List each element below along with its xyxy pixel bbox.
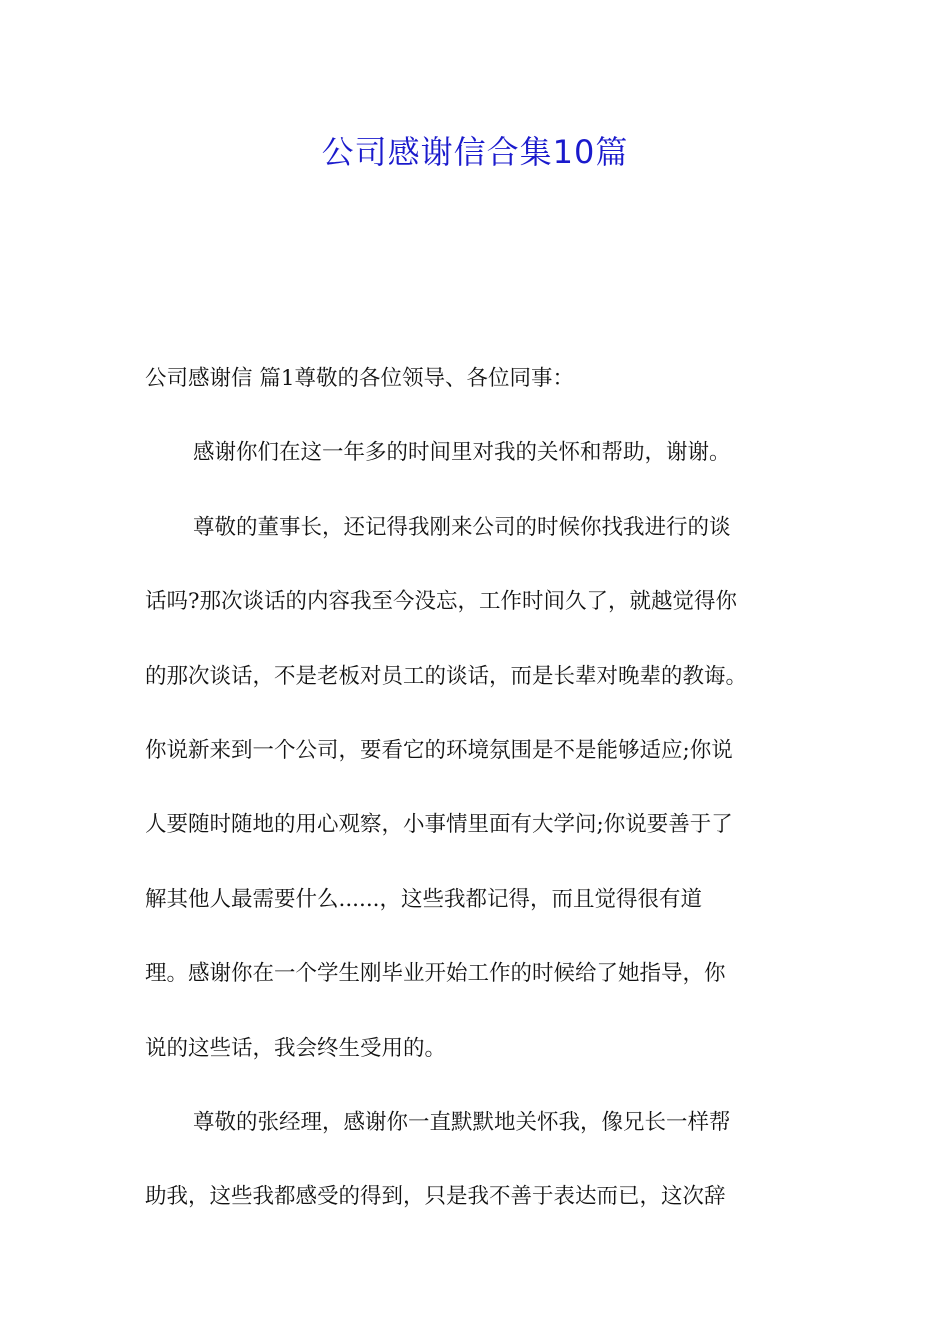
text-line: 的那次谈话，不是老板对员工的谈话，而是长辈对晚辈的教诲。 [145, 663, 748, 689]
text-line: 人要随时随地的用心观察，小事情里面有大学问;你说要善于了 [145, 812, 733, 838]
text-line: 说的这些话，我会终生受用的。 [145, 1035, 447, 1061]
document-body [145, 342, 815, 1235]
text-line: 感谢你们在这一年多的时间里对我的关怀和帮助，谢谢。 [193, 440, 731, 466]
text-line: 公司感谢信 篇1尊敬的各位领导、各位同事： [145, 366, 575, 391]
text-line: 理。感谢你在一个学生刚毕业开始工作的时候给了她指导，你 [145, 961, 726, 987]
text-line: 话吗?那次谈话的内容我至今没忘，工作时间久了，就越觉得你 [145, 589, 738, 615]
text-line: 你说新来到一个公司，要看它的环境氛围是不是能够适应;你说 [145, 737, 733, 763]
text-line: 尊敬的董事长，还记得我刚来公司的时候你找我进行的谈 [193, 514, 731, 540]
text-line: 解其他人最需要什么......，这些我都记得，而且觉得很有道 [145, 886, 703, 912]
text-line: 助我，这些我都感受的得到，只是我不善于表达而已，这次辞 [145, 1184, 726, 1210]
text-line: 尊敬的张经理，感谢你一直默默地关怀我，像兄长一样帮 [193, 1109, 731, 1135]
document-title: 公司感谢信合集10篇 [321, 133, 629, 171]
